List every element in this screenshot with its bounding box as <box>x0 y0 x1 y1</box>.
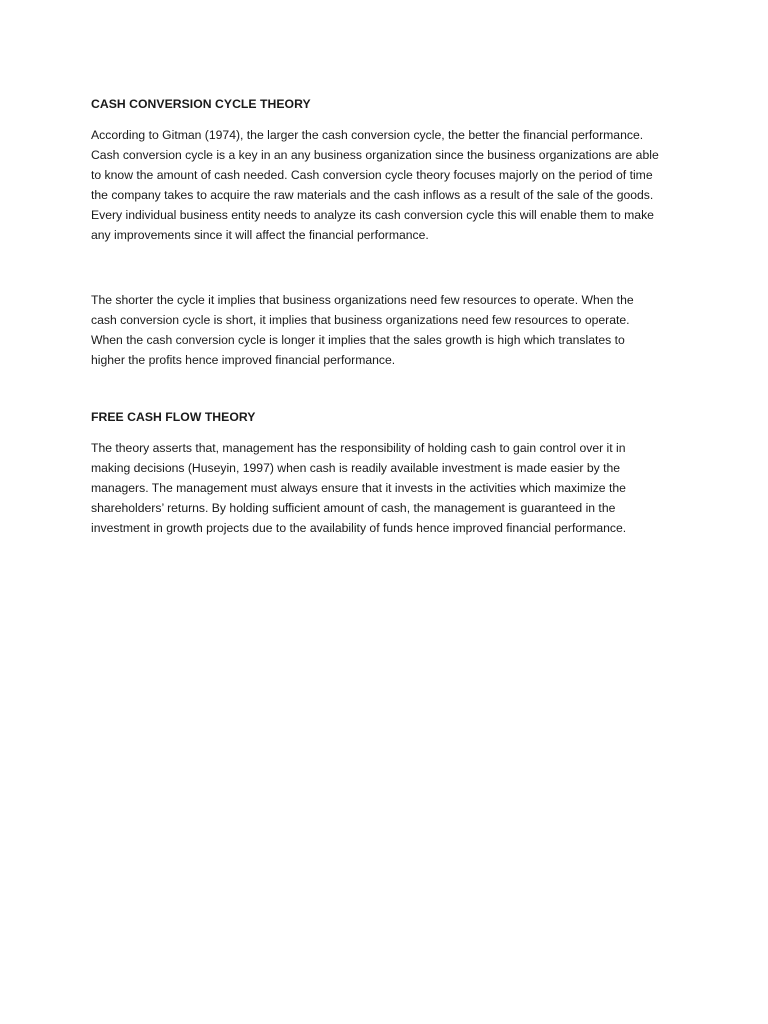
paragraph-gitman-cash-conversion-cycle <box>91 125 688 245</box>
text-line: managers. The management must always ensure that it invests in the activities which maximize the <box>91 481 626 495</box>
text-line: investment in growth projects due to the availability of funds hence improved financial performance. <box>91 521 627 535</box>
text-line: cash conversion cycle is short, it implies that business organizations need few resources to operate. <box>91 313 630 327</box>
text-line: the company takes to acquire the raw materials and the cash inflows as a result of the sale of the goods. <box>91 188 654 202</box>
text-line: shareholders’ returns. By holding sufficient amount of cash, the management is guaranteed in the <box>91 501 616 515</box>
text-line: The shorter the cycle it implies that business organizations need few resources to operate. When the <box>91 293 634 307</box>
section-heading-cash-conversion-cycle-theory: CASH CONVERSION CYCLE THEORY <box>91 97 311 111</box>
text-line: Cash conversion cycle is a key in an any business organization since the business organizations are able <box>91 148 659 162</box>
paragraph-free-cash-flow <box>91 438 688 538</box>
section-spacer <box>91 370 688 407</box>
section-heading-free-cash-flow-theory: FREE CASH FLOW THEORY <box>91 410 256 424</box>
text-line: Every individual business entity needs to analyze its cash conversion cycle this will enable them to make <box>91 208 654 222</box>
paragraph-spacer <box>91 245 688 290</box>
text-line: to know the amount of cash needed. Cash conversion cycle theory focuses majorly on the period of time <box>91 168 653 182</box>
paragraph-shorter-cycle <box>91 290 688 370</box>
text-line: higher the profits hence improved financial performance. <box>91 353 396 367</box>
text-line: The theory asserts that, management has the responsibility of holding cash to gain control over it in <box>91 441 626 455</box>
text-line: According to Gitman (1974), the larger the cash conversion cycle, the better the financial performance. <box>91 128 644 142</box>
text-line: making decisions (Huseyin, 1997) when cash is readily available investment is made easier by the <box>91 461 621 475</box>
text-line: When the cash conversion cycle is longer it implies that the sales growth is high which translates to <box>91 333 625 347</box>
text-line: any improvements since it will affect the financial performance. <box>91 228 429 242</box>
